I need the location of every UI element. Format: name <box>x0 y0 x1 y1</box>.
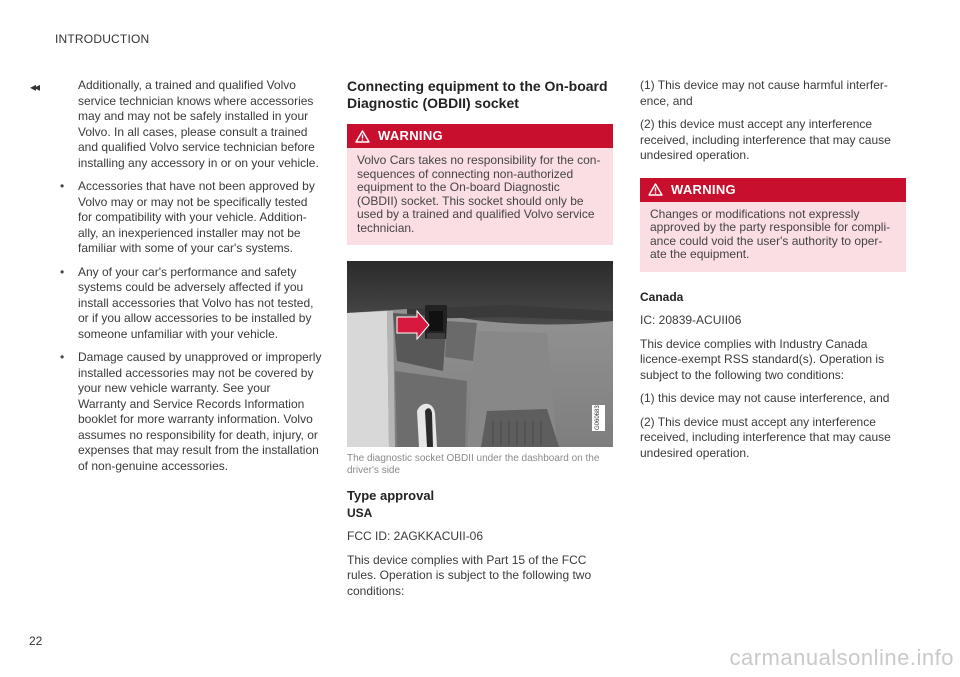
warning-triangle-icon <box>355 130 370 143</box>
figure-caption: The diagnostic socket OBDII under the dashboard on the driver's side <box>347 453 600 476</box>
warning-title-bar <box>347 124 613 148</box>
warning-text: Volvo Cars takes no responsibility for the con-sequences of connecting non-authorized equipment to the On-board Diagnostic (OBDII) socket. This socket should only be used by a trained and qualified Volvo service technician. <box>357 153 601 235</box>
obdii-warning-box <box>347 124 613 245</box>
warning-text: Changes or modifications not expressly approved by the party responsible for compli-ance could void the user's authority to oper-ate the equipment. <box>650 206 891 261</box>
obdii-figure <box>347 261 613 447</box>
fcc-condition-1: (1) This device may not cause harmful interfer-ence, and <box>640 78 888 108</box>
modification-warning-box <box>640 178 906 272</box>
canada-condition-1: (1) this device may not cause interference, and <box>640 391 890 405</box>
fcc-condition-2: (2) this device must accept any interference received, including interference that may cause undesired operation. <box>640 117 891 162</box>
canada-condition-2: (2) This device must accept any interference received, including interference that may cause undesired operation. <box>640 414 891 460</box>
warning-title-bar <box>640 178 906 202</box>
watermark: carmanualsonline.info <box>729 645 954 670</box>
ic-number: IC: 20839-ACUII06 <box>640 313 742 327</box>
obdii-socket-illustration <box>347 261 613 447</box>
warning-title: WARNING <box>378 128 443 144</box>
column-left <box>78 78 322 482</box>
canada-text: This device complies with Industry Canada licence-exempt RSS standard(s). Operation is subject to the following two conditions: <box>640 336 885 382</box>
continued-mark: ◂◂ <box>30 80 39 94</box>
warning-triangle-icon <box>648 183 663 196</box>
page-number: 22 <box>29 634 43 648</box>
intro-paragraph: Additionally, a trained and qualified Volvo service technician knows where accessories may and may not be safely installed in your Volvo. In all cases, please consult a trained and qualified Volvo service technician before installing any accessory in or on your vehicle. <box>78 78 319 170</box>
usa-label: USA <box>347 505 373 520</box>
column-middle <box>347 78 613 607</box>
bullet-item: • Any of your car's performance and safety systems could be adversely affected if you install accessories that Volvo has not tested, or if you allow accessories to be installed by someone unfamiliar with your vehicle. <box>78 265 322 343</box>
bullet-item: • Accessories that have not been approved by Volvo may or may not be specifically tested for compatibility with your vehicle. Addition-ally, an inexperienced installer may not be familiar with some of your car's systems. <box>78 179 322 257</box>
section-header: INTRODUCTION <box>55 32 150 46</box>
column-right <box>640 78 906 469</box>
bullet-item: • Damage caused by unapproved or improperly installed accessories may not be covered by your new vehicle warranty. See your Warranty and Service Records Information booklet for more warranty information. Volvo assumes no responsibility for death, injury, or expenses that may result from the installation of non-genuine accessories. <box>78 350 322 474</box>
obdii-heading: Connecting equipment to the On-board Diagnostic (OBDII) socket <box>347 78 608 111</box>
figure-code: G060683 <box>592 405 605 431</box>
fcc-text: This device complies with Part 15 of the FCC rules. Operation is subject to the following two conditions: <box>347 552 592 598</box>
type-approval-heading: Type approval <box>347 488 435 503</box>
warning-title: WARNING <box>671 181 736 197</box>
accessory-bullet-list <box>78 179 322 474</box>
canada-label: Canada <box>640 289 684 304</box>
fcc-id: FCC ID: 2AGKKACUII-06 <box>347 529 484 543</box>
